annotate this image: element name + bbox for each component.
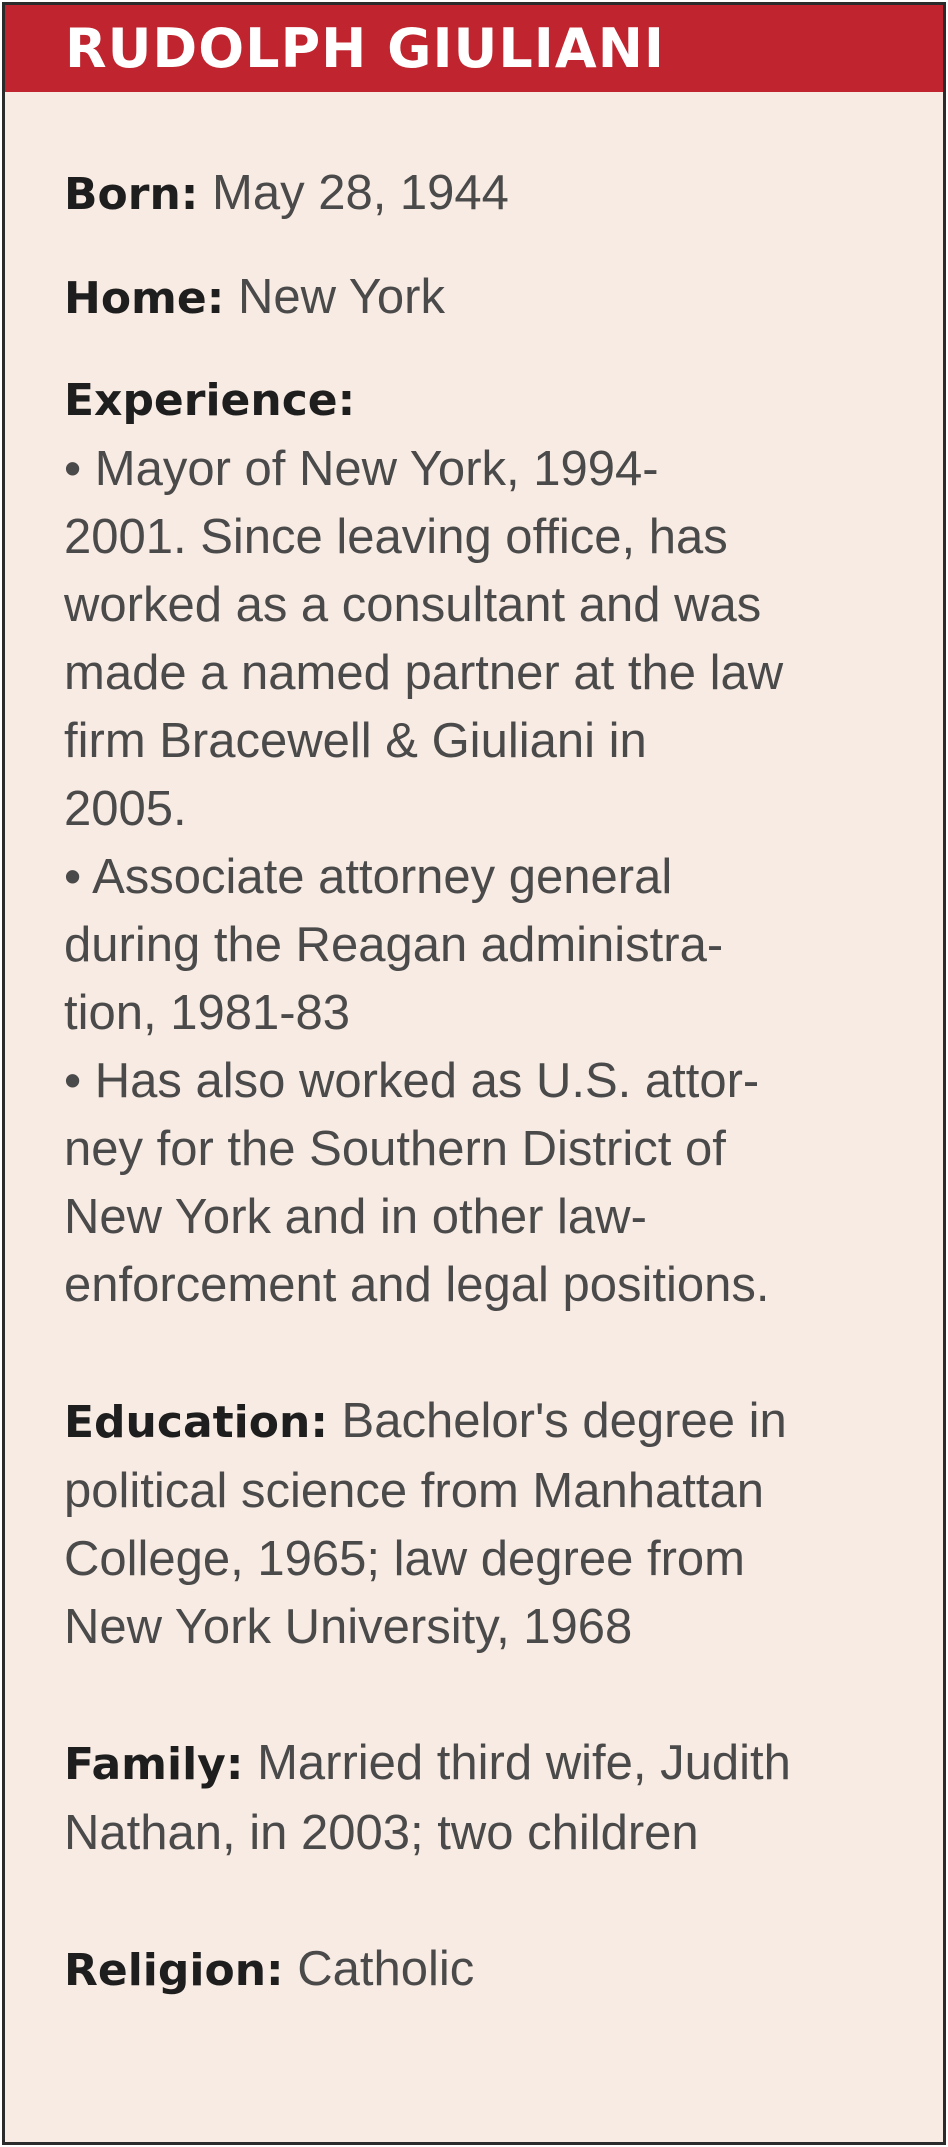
born-section	[64, 159, 885, 229]
religion-value: Catholic	[297, 1942, 475, 1996]
born-label: Born:	[64, 169, 199, 220]
experience-line: made a named partner at the law	[64, 646, 784, 700]
experience-section	[64, 367, 885, 1319]
family-value: Married third wife, Judith	[257, 1736, 791, 1790]
experience-line: tion, 1981-83	[64, 986, 351, 1040]
education-label: Education:	[64, 1397, 328, 1448]
home-label: Home:	[64, 273, 225, 324]
experience-line: • Mayor of New York, 1994-	[64, 442, 659, 496]
experience-line: worked as a consultant and was	[64, 578, 762, 632]
experience-label: Experience:	[64, 375, 356, 426]
family-line: Nathan, in 2003; two children	[64, 1806, 699, 1860]
profile-content	[5, 159, 943, 2005]
profile-name: RUDOLPH GIULIANI	[65, 16, 665, 80]
family-section	[64, 1729, 885, 1867]
experience-line: enforcement and legal positions.	[64, 1258, 770, 1312]
home-section	[64, 263, 885, 333]
experience-line: New York and in other law-	[64, 1190, 647, 1244]
experience-line: 2005.	[64, 782, 187, 836]
education-value: Bachelor's degree in	[341, 1394, 787, 1448]
religion-label: Religion:	[64, 1945, 284, 1996]
experience-line: during the Reagan administra-	[64, 918, 724, 972]
experience-line: • Associate attorney general	[64, 850, 673, 904]
profile-card	[2, 2, 946, 2145]
experience-line: 2001. Since leaving office, has	[64, 510, 728, 564]
education-section	[64, 1387, 885, 1661]
home-value: New York	[237, 270, 445, 324]
education-line: political science from Manhattan	[64, 1464, 764, 1518]
title-banner	[5, 5, 943, 92]
experience-line: firm Bracewell & Giuliani in	[64, 714, 647, 768]
experience-line: ney for the Southern District of	[64, 1122, 726, 1176]
education-line: New York University, 1968	[64, 1600, 633, 1654]
born-value: May 28, 1944	[212, 166, 509, 220]
religion-section	[64, 1935, 885, 2005]
experience-line: • Has also worked as U.S. attor-	[64, 1054, 760, 1108]
education-line: College, 1965; law degree from	[64, 1532, 745, 1586]
family-label: Family:	[64, 1739, 244, 1790]
